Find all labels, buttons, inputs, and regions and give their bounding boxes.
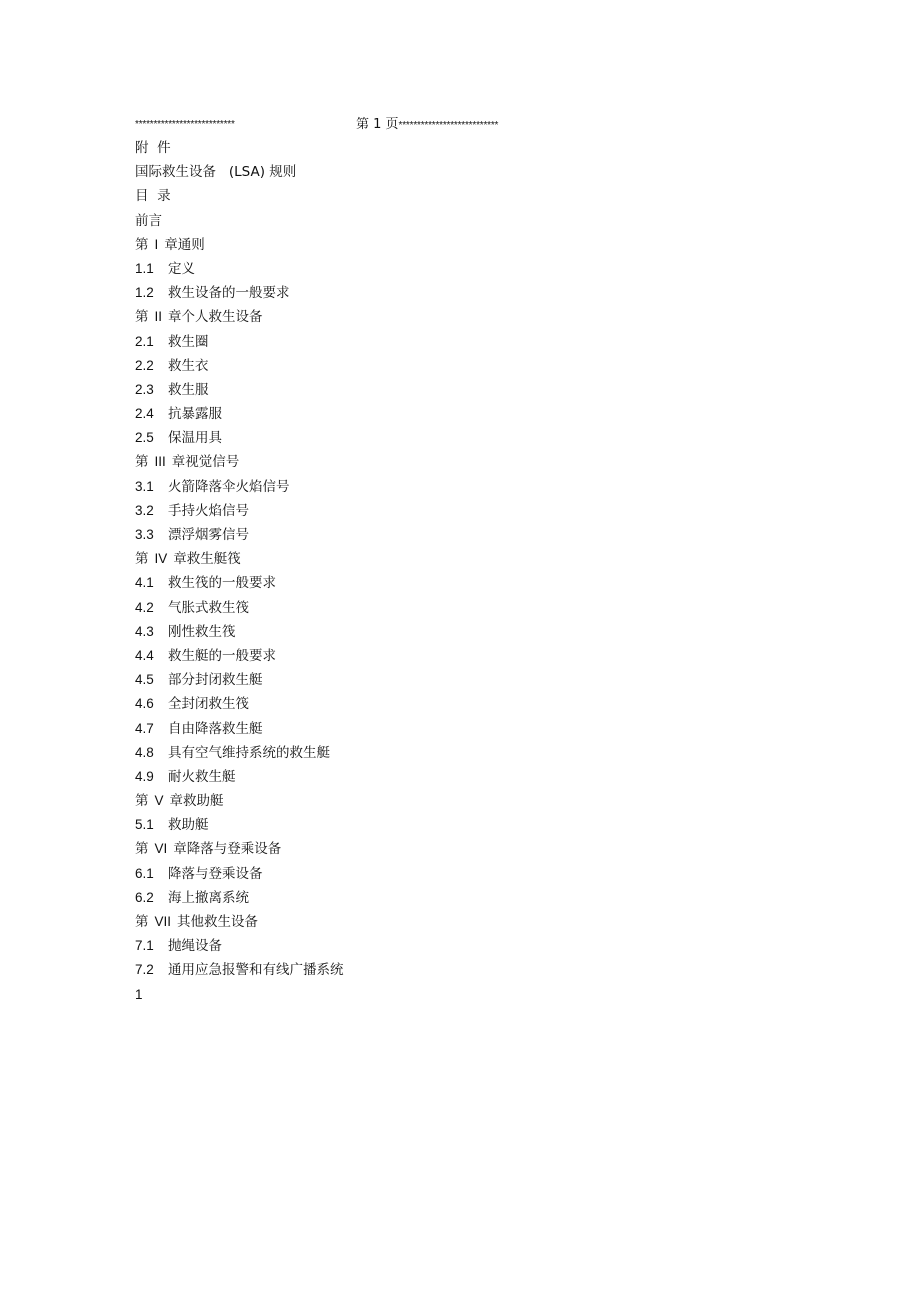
toc-section: [135, 886, 735, 910]
section-title: 海上撤离系统: [168, 889, 249, 906]
section-number: 6.1: [135, 865, 154, 881]
toc-heading: 目 录: [135, 188, 171, 205]
chapter-prefix: 第: [135, 841, 149, 858]
section-number: 2.5: [135, 430, 154, 446]
section-title: 刚性救生筏: [168, 623, 236, 640]
chapter-title: 章救助艇: [169, 793, 224, 810]
toc-section: [135, 717, 735, 741]
chapter-prefix: 第: [135, 551, 149, 568]
toc-section: [135, 958, 735, 982]
section-number: 3.1: [135, 478, 154, 494]
toc-list: [135, 233, 735, 983]
chapter-prefix: 第: [135, 454, 149, 471]
section-number: 4.7: [135, 720, 154, 736]
section-number: 2.4: [135, 406, 154, 422]
section-number: 2.2: [135, 357, 154, 373]
section-number: 4.6: [135, 696, 154, 712]
section-number: 4.4: [135, 647, 154, 663]
section-number: 4.9: [135, 768, 154, 784]
toc-section: [135, 741, 735, 765]
chapter-prefix: 第: [135, 914, 149, 930]
toc-section: [135, 692, 735, 716]
toc-section: [135, 523, 735, 547]
toc-section: [135, 862, 735, 886]
section-title: 救生筏的一般要求: [168, 575, 276, 592]
section-title: 救助艇: [168, 817, 209, 834]
section-title: 救生圈: [168, 333, 209, 350]
section-title: 降落与登乘设备: [168, 865, 263, 882]
section-title: 救生衣: [168, 357, 209, 374]
toc-section: [135, 644, 735, 668]
section-title: 救生设备的一般要求: [168, 285, 290, 302]
chapter-title: 章视觉信号: [171, 454, 240, 471]
section-title: 自由降落救生艇: [168, 720, 263, 737]
toc-chapter: [135, 910, 735, 934]
toc-chapter: [135, 450, 735, 474]
section-number: 6.2: [135, 889, 154, 905]
section-number: 5.1: [135, 817, 154, 833]
toc-section: [135, 813, 735, 837]
section-title: 通用应急报警和有线广播系统: [168, 962, 344, 979]
page-header: [135, 116, 575, 134]
section-title: 抗暴露服: [168, 406, 222, 423]
toc-section: [135, 620, 735, 644]
chapter-number: IV: [154, 551, 168, 567]
chapter-number: I: [154, 236, 159, 252]
chapter-prefix: 第: [135, 793, 149, 810]
chapter-number: VI: [154, 841, 168, 857]
header-stars-left: ***************************: [135, 119, 235, 130]
page-number-text: 第 1 页: [356, 117, 399, 132]
chapter-number: VII: [154, 914, 172, 929]
toc-section: [135, 934, 735, 958]
section-title: 定义: [168, 260, 195, 277]
toc-section: [135, 426, 735, 450]
section-number: 2.1: [135, 333, 154, 349]
toc-section: [135, 596, 735, 620]
section-title: 救生服: [168, 381, 209, 398]
section-title: 部分封闭救生艇: [168, 672, 263, 689]
toc-section: [135, 765, 735, 789]
toc-section: [135, 402, 735, 426]
section-number: 3.2: [135, 502, 154, 518]
toc-chapter: [135, 789, 735, 813]
chapter-title: 章个人救生设备: [168, 309, 263, 326]
section-number: 4.5: [135, 672, 154, 688]
section-number: 1.1: [135, 260, 154, 276]
header-stars-right: ***************************: [398, 120, 499, 131]
chapter-number: III: [154, 454, 166, 470]
section-number: 4.2: [135, 599, 154, 615]
section-title: 抛绳设备: [168, 938, 222, 955]
chapter-prefix: 第: [135, 236, 149, 253]
toc-section: [135, 330, 735, 354]
chapter-number: V: [154, 793, 164, 809]
toc-section: [135, 281, 735, 305]
chapter-prefix: 第: [135, 309, 149, 326]
section-title: 耐火救生艇: [168, 768, 236, 785]
toc-chapter: [135, 233, 735, 257]
page-number-label: [356, 116, 498, 135]
section-title: 气胀式救生筏: [168, 599, 249, 616]
section-title: 保温用具: [168, 430, 222, 447]
toc-section: [135, 378, 735, 402]
chapter-title: 章救生艇筏: [173, 551, 241, 568]
section-number: 3.3: [135, 527, 154, 542]
section-title: 漂浮烟雾信号: [168, 527, 249, 543]
chapter-title: 其他救生设备: [177, 914, 259, 930]
document-body: [135, 136, 735, 1007]
section-number: 1.2: [135, 285, 154, 301]
section-title: 具有空气维持系统的救生艇: [168, 744, 330, 761]
toc-preface: 前言: [135, 212, 162, 229]
section-number: 7.1: [135, 938, 154, 954]
toc-section: [135, 257, 735, 281]
toc-section: [135, 354, 735, 378]
toc-section: [135, 499, 735, 523]
toc-chapter: [135, 305, 735, 329]
section-title: 火箭降落伞火焰信号: [168, 478, 290, 495]
toc-section: [135, 475, 735, 499]
document-title: 国际救生设备 (LSA) 规则: [135, 164, 297, 181]
section-number: 4.1: [135, 575, 154, 591]
chapter-title: 章降落与登乘设备: [173, 841, 282, 858]
chapter-number: II: [154, 309, 163, 325]
chapter-title: 章通则: [164, 236, 205, 253]
toc-chapter: [135, 547, 735, 571]
section-title: 手持火焰信号: [168, 502, 249, 519]
toc-chapter: [135, 837, 735, 861]
section-number: 4.3: [135, 623, 154, 639]
section-number: 4.8: [135, 744, 154, 760]
page-footer-number: 1: [135, 986, 143, 1002]
annex-label: 附 件: [135, 140, 171, 156]
section-number: 2.3: [135, 381, 154, 397]
toc-section: [135, 668, 735, 692]
section-title: 救生艇的一般要求: [168, 647, 276, 664]
toc-section: [135, 571, 735, 595]
section-title: 全封闭救生筏: [168, 696, 249, 713]
section-number: 7.2: [135, 962, 154, 978]
